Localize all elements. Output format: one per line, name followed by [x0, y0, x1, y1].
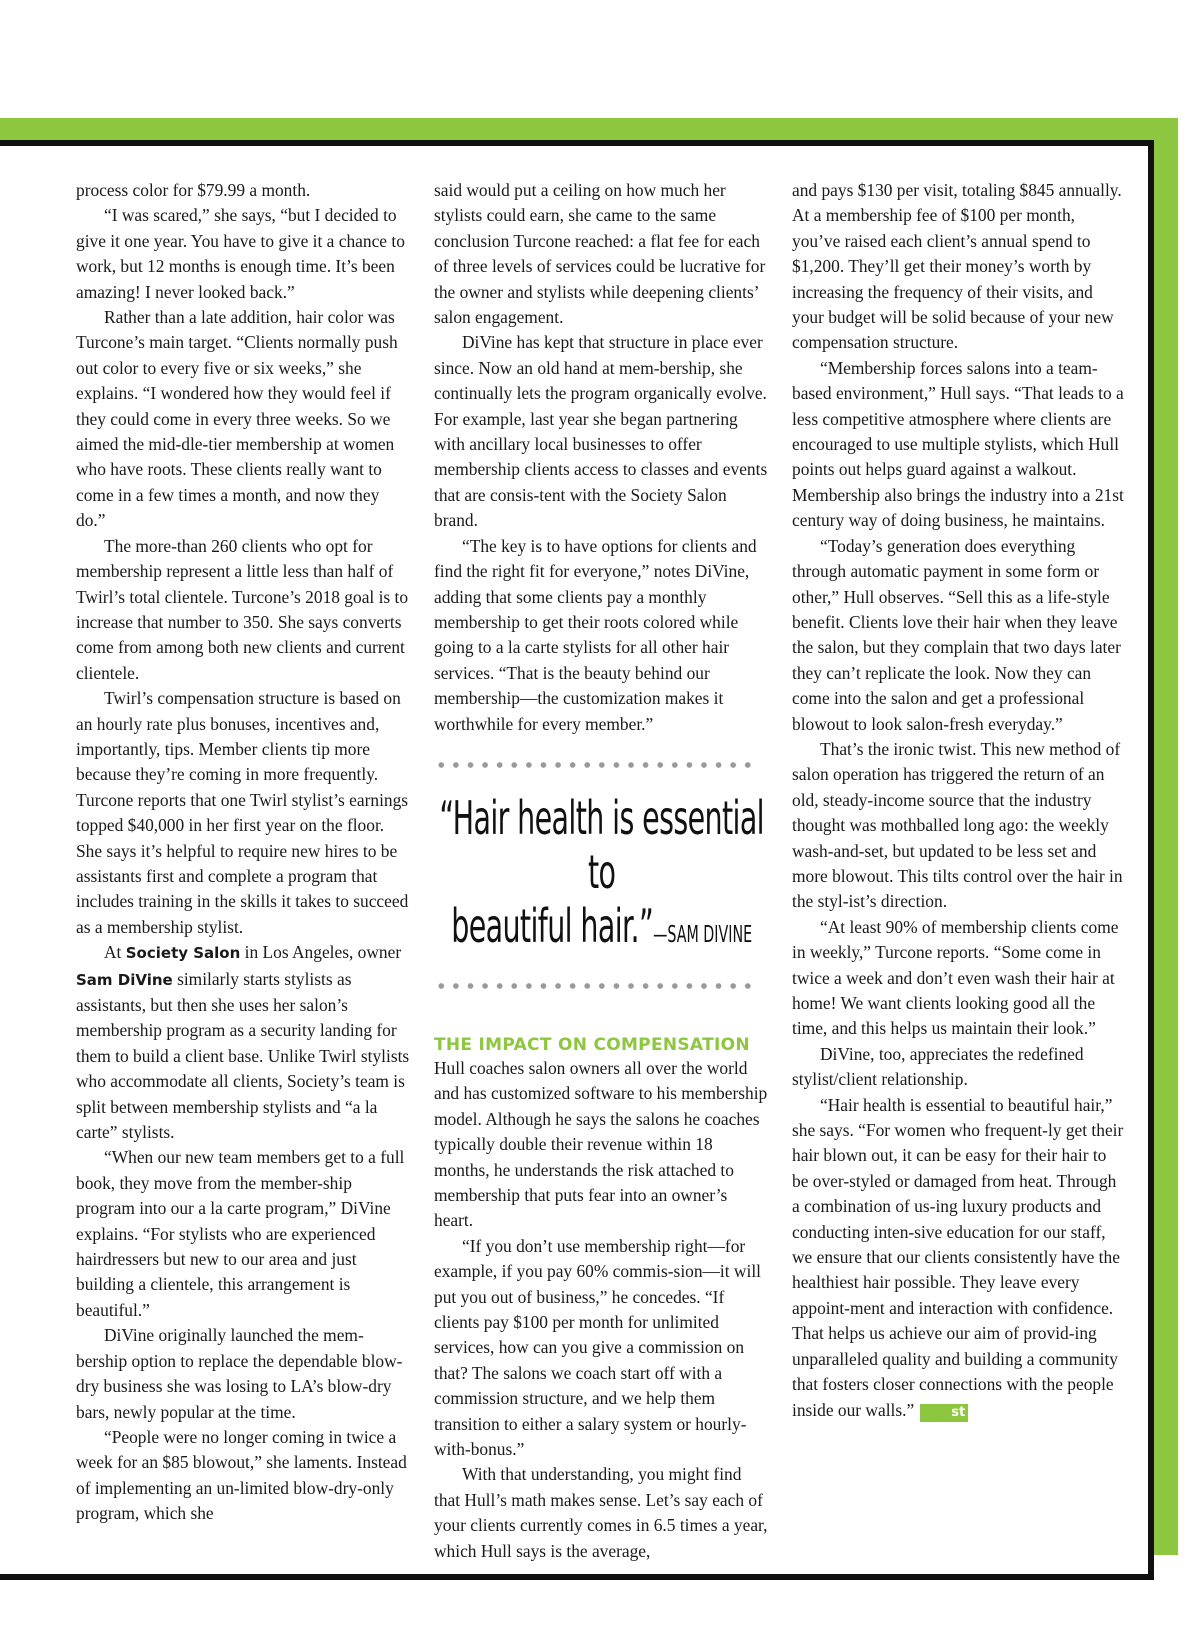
text-span: similarly starts stylists as assistants, but then she uses her salon’s membership program as a security landing for them to build a client base. Unlike Twirl stylists who accommodate all clients, Society’s team is split between membership stylists and “a la carte” stylists.	[76, 968, 410, 1143]
salon-name: Society Salon	[125, 944, 241, 963]
pull-quote	[434, 791, 768, 962]
paragraph: “People were no longer coming in twice a week for an $85 blowout,” she laments. Instead of implementing an un-limited blow-dry-only program, which she	[76, 1426, 407, 1524]
paragraph-final	[792, 1093, 1124, 1423]
paragraph: “When our new team members get to a full book, they move from the member-ship program into our a la carte program,” DiVine explains. “For stylists who are experienced hairdressers but new to our area and just building a clientele, this arrangement is beautiful.”	[76, 1147, 405, 1320]
paragraph: and pays $130 per visit, totaling $845 annually. At a membership fee of $100 per month, you’ve raised each client’s annual spend to $1,200. They’ll get their money’s worth by increasing the frequency of their visits, and your budget will be solid because of your new compensation structure.	[792, 180, 1122, 353]
paragraph: Rather than a late addition, hair color was Turcone’s main target. “Clients normally push out color to every five or six weeks,” she explains. “I wondered how they would feel if they could come in every three weeks. So we aimed the mid-dle-tier membership at women who have roots. These clients really want to come in a few times a month, and now they do.”	[76, 307, 398, 531]
column-2	[434, 178, 769, 1564]
paragraph: “I was scared,” she says, “but I decided to give it one year. You have to give it a chance to work, but 12 months is enough time. It’s been amazing! I never looked back.”	[76, 205, 405, 302]
paragraph: “The key is to have options for clients and find the right fit for everyone,” notes DiVine, adding that some clients pay a monthly membership to get their roots colored while going to a la carte stylists for all other hair services. “That is the beauty behind our membership—the customization makes it worthwhile for every member.”	[434, 535, 757, 734]
paragraph: DiVine has kept that structure in place ever since. Now an old hand at mem-bership, she continually lets the program organically evolve. For example, last year she began partnering with ancillary local businesses to offer membership clients access to classes and events that are consis-tent with the Society Salon brand.	[434, 332, 768, 531]
paragraph-society-salon	[76, 940, 411, 1145]
pull-quote-line-2	[434, 899, 768, 962]
dotted-divider-bottom	[434, 982, 759, 990]
paragraph: The more-than 260 clients who opt for membership represent a little less than half of Twirl’s total clientele. Turcone’s 2018 goal is to increase that number to 350. She says converts come from among both new clients and current clientele.	[76, 535, 409, 683]
paragraph: said would put a ceiling on how much her stylists could earn, she came to the same conclusion Turcone reached: a flat fee for each of three levels of services could be lucrative for the owner and stylists while deepening clients’ salon engagement.	[434, 180, 766, 328]
paragraph: With that understanding, you might find that Hull’s math makes sense. Let’s say each of your clients currently comes in 6.5 times a year, which Hull says is the average,	[434, 1464, 768, 1561]
end-mark-icon: st	[920, 1404, 968, 1422]
paragraph: That’s the ironic twist. This new method of salon operation has triggered the return of an old, steady-income source that the industry thought was mothballed long ago: the weekly wash-and-set, but updated to be less set and more blowout. This tilts control over the hair in the styl-ist’s direction.	[792, 738, 1123, 912]
paragraph: “Membership forces salons into a team-based environment,” Hull says. “That leads to a less competitive atmosphere where clients are encouraged to use multiple stylists, which Hull points out helps guard against a walkout. Membership also brings the industry into a 21st century way of doing business, he maintains.	[792, 357, 1124, 531]
paragraph: process color for $79.99 a month.	[76, 180, 311, 200]
owner-name: Sam DiVine	[76, 970, 173, 989]
column-3	[792, 178, 1124, 1423]
dotted-divider-top	[434, 761, 759, 769]
text-span: “Hair health is essential to beautiful hair,” she says. “For women who frequent-ly get their hair blown out, it can be easy for their hair to be over-styled or damaged from heat. Through a combination of us-ing luxury products and conducting inten-sive education for our staff, we ensure that our clients consistently have the healthiest hair possible. They leave every appoint-ment and interaction with confidence. That helps us achieve our aim of provid-ing unparalleled quality and building a community that fosters closer connections with the people inside our walls.”	[792, 1094, 1124, 1420]
pull-quote-attribution: —SAM DIVINE	[652, 921, 752, 948]
paragraph: Hull coaches salon owners all over the world and has customized software to his membership model. Although he says the salons he coaches typically double their revenue within 18 months, he understands the risk attached to membership that puts fear into an owner’s heart.	[434, 1057, 768, 1231]
paragraph: “If you don’t use membership right—for example, if you pay 60% commis-sion—it will put you out of business,” he concedes. “If clients pay $100 per month for unlimited services, how can you give a commission on that? The salons we coach start off with a commission structure, and we help them transition to either a salary system or hourly-with-bonus.”	[434, 1235, 761, 1460]
section-subhead: THE IMPACT ON COMPENSATION	[434, 1034, 750, 1055]
paragraph: “Today’s generation does everything through automatic payment in some form or other,” Hull observes. “Sell this as a life-style benefit. Clients love their hair when they leave the salon, but they complain that two days later they can’t replicate the look. Now they can come into the salon and get a professional blowout to look salon-fresh everyday.”	[792, 535, 1121, 734]
text-span: At	[104, 942, 126, 963]
paragraph: Twirl’s compensation structure is based on an hourly rate plus bonuses, incentives and, importantly, tips. Member clients tip more because they’re coming in more frequently. Turcone reports that one Twirl stylist’s earnings topped $40,000 in her first year on the floor. She says it’s helpful to require new hires to be assistants first and complete a program that includes training in the skills it takes to succeed as a membership stylist.	[76, 688, 409, 937]
paragraph: DiVine originally launched the mem-bership option to replace the dependable blow-dry business she was losing to LA’s blow-dry bars, newly popular at the time.	[76, 1325, 403, 1422]
paragraph: “At least 90% of membership clients come in weekly,” Turcone reports. “Some come in twice a week and don’t even wash their hair at home! We want clients looking good all the time, and this helps us maintain their look.”	[792, 916, 1119, 1039]
text-span: in Los Angeles, owner	[240, 942, 402, 963]
pull-quote-text: beautiful hair.”	[451, 898, 653, 953]
pull-quote-line-1: “Hair health is essential to	[439, 790, 764, 899]
paragraph: DiVine, too, appreciates the redefined stylist/client relationship.	[792, 1043, 1084, 1090]
column-1	[76, 178, 411, 1527]
